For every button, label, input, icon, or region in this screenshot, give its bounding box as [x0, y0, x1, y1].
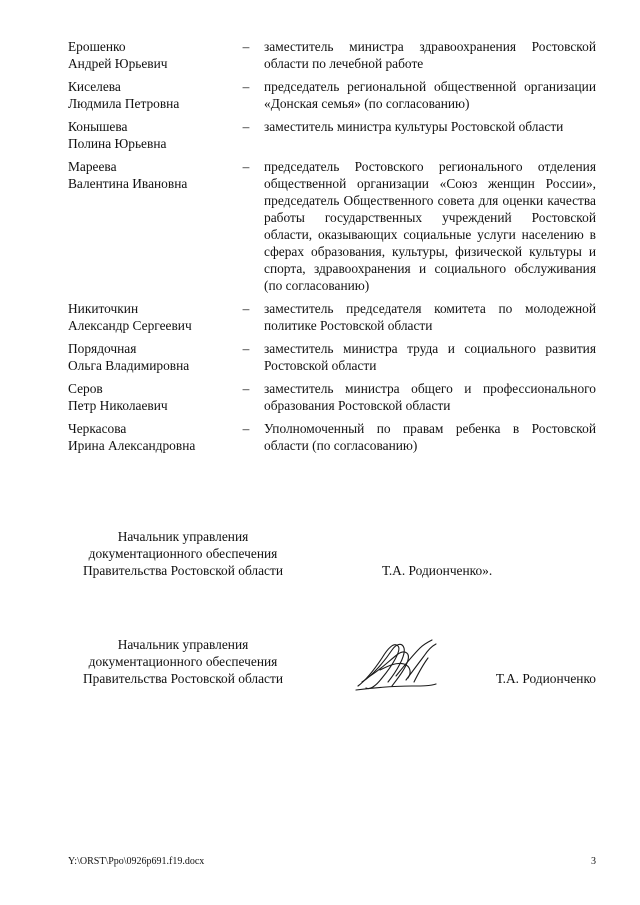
- signer-title-line: Начальник управления: [117, 637, 249, 652]
- member-surname: Черкасова: [68, 421, 127, 436]
- member-dash: –: [242, 159, 250, 174]
- member-row: [68, 420, 596, 454]
- member-surname: Серов: [68, 381, 103, 396]
- member-row: [68, 158, 596, 294]
- member-position: заместитель министра культуры Ростовской области: [264, 119, 564, 134]
- member-position: председатель Ростовского регионального отделения общественной организации «Союз женщин России», председатель Общественного совета для оценки качества работы государственных учреждений Ростовской области, оказывающих социальные услуги населению в сферах образования, культуры, физической культуры и спорта, здравоохранения и социального обслуживания (по согласованию): [264, 159, 596, 293]
- member-dash: –: [242, 79, 250, 94]
- signer-title-line: документационного обеспечения: [88, 546, 278, 561]
- member-row: [68, 38, 596, 72]
- member-name: [68, 158, 228, 294]
- file-path: Y:\ORST\Ppo\0926p691.f19.docx: [68, 856, 205, 867]
- member-position: Уполномоченный по правам ребенка в Ростовской области (по согласованию): [264, 421, 596, 453]
- member-name: [68, 380, 228, 414]
- member-row: [68, 380, 596, 414]
- member-surname: Мареева: [68, 159, 117, 174]
- member-given-names: Андрей Юрьевич: [68, 56, 168, 71]
- member-dash: –: [242, 341, 250, 356]
- member-name: [68, 38, 228, 72]
- signer-title-line: Правительства Ростовской области: [82, 563, 284, 578]
- member-dash: –: [242, 381, 250, 396]
- member-surname: Конышева: [68, 119, 128, 134]
- handwritten-signature: [352, 636, 440, 698]
- member-name: [68, 300, 228, 334]
- member-dash: –: [242, 301, 250, 316]
- member-dash: –: [242, 421, 250, 436]
- member-given-names: Людмила Петровна: [68, 96, 180, 111]
- member-given-names: Александр Сергеевич: [68, 318, 192, 333]
- member-row: [68, 340, 596, 374]
- member-row: [68, 78, 596, 112]
- member-name: [68, 78, 228, 112]
- member-row: [68, 118, 596, 152]
- member-given-names: Ирина Александровна: [68, 438, 196, 453]
- member-dash: –: [242, 119, 250, 134]
- page-number: 3: [591, 856, 596, 867]
- signer-title-line: документационного обеспечения: [88, 654, 278, 669]
- member-row: [68, 300, 596, 334]
- member-given-names: Валентина Ивановна: [68, 176, 188, 191]
- member-surname: Ерошенко: [68, 39, 126, 54]
- member-name: [68, 340, 228, 374]
- member-position: председатель региональной общественной организации «Донская семья» (по согласованию): [264, 79, 596, 111]
- member-dash: –: [242, 39, 250, 54]
- member-position: заместитель министра здравоохранения Ростовской области по лечебной работе: [264, 39, 596, 71]
- signer-name: Т.А. Родионченко».: [382, 563, 493, 578]
- member-surname: Порядочная: [68, 341, 137, 356]
- member-surname: Киселева: [68, 79, 121, 94]
- member-position: заместитель министра труда и социального развития Ростовской области: [264, 341, 596, 373]
- member-given-names: Ольга Владимировна: [68, 358, 190, 373]
- member-given-names: Петр Николаевич: [68, 398, 168, 413]
- signer-title: [68, 528, 298, 579]
- signer-name: Т.А. Родионченко: [495, 671, 596, 686]
- member-name: [68, 420, 228, 454]
- signer-title-line: Начальник управления: [117, 529, 249, 544]
- members-list: [68, 38, 596, 460]
- member-position: заместитель министра общего и профессионального образования Ростовской области: [264, 381, 596, 413]
- member-name: [68, 118, 228, 152]
- signer-title: [68, 636, 298, 687]
- signer-title-line: Правительства Ростовской области: [82, 671, 284, 686]
- member-position: заместитель председателя комитета по молодежной политике Ростовской области: [264, 301, 596, 333]
- member-given-names: Полина Юрьевна: [68, 136, 167, 151]
- member-surname: Никиточкин: [68, 301, 139, 316]
